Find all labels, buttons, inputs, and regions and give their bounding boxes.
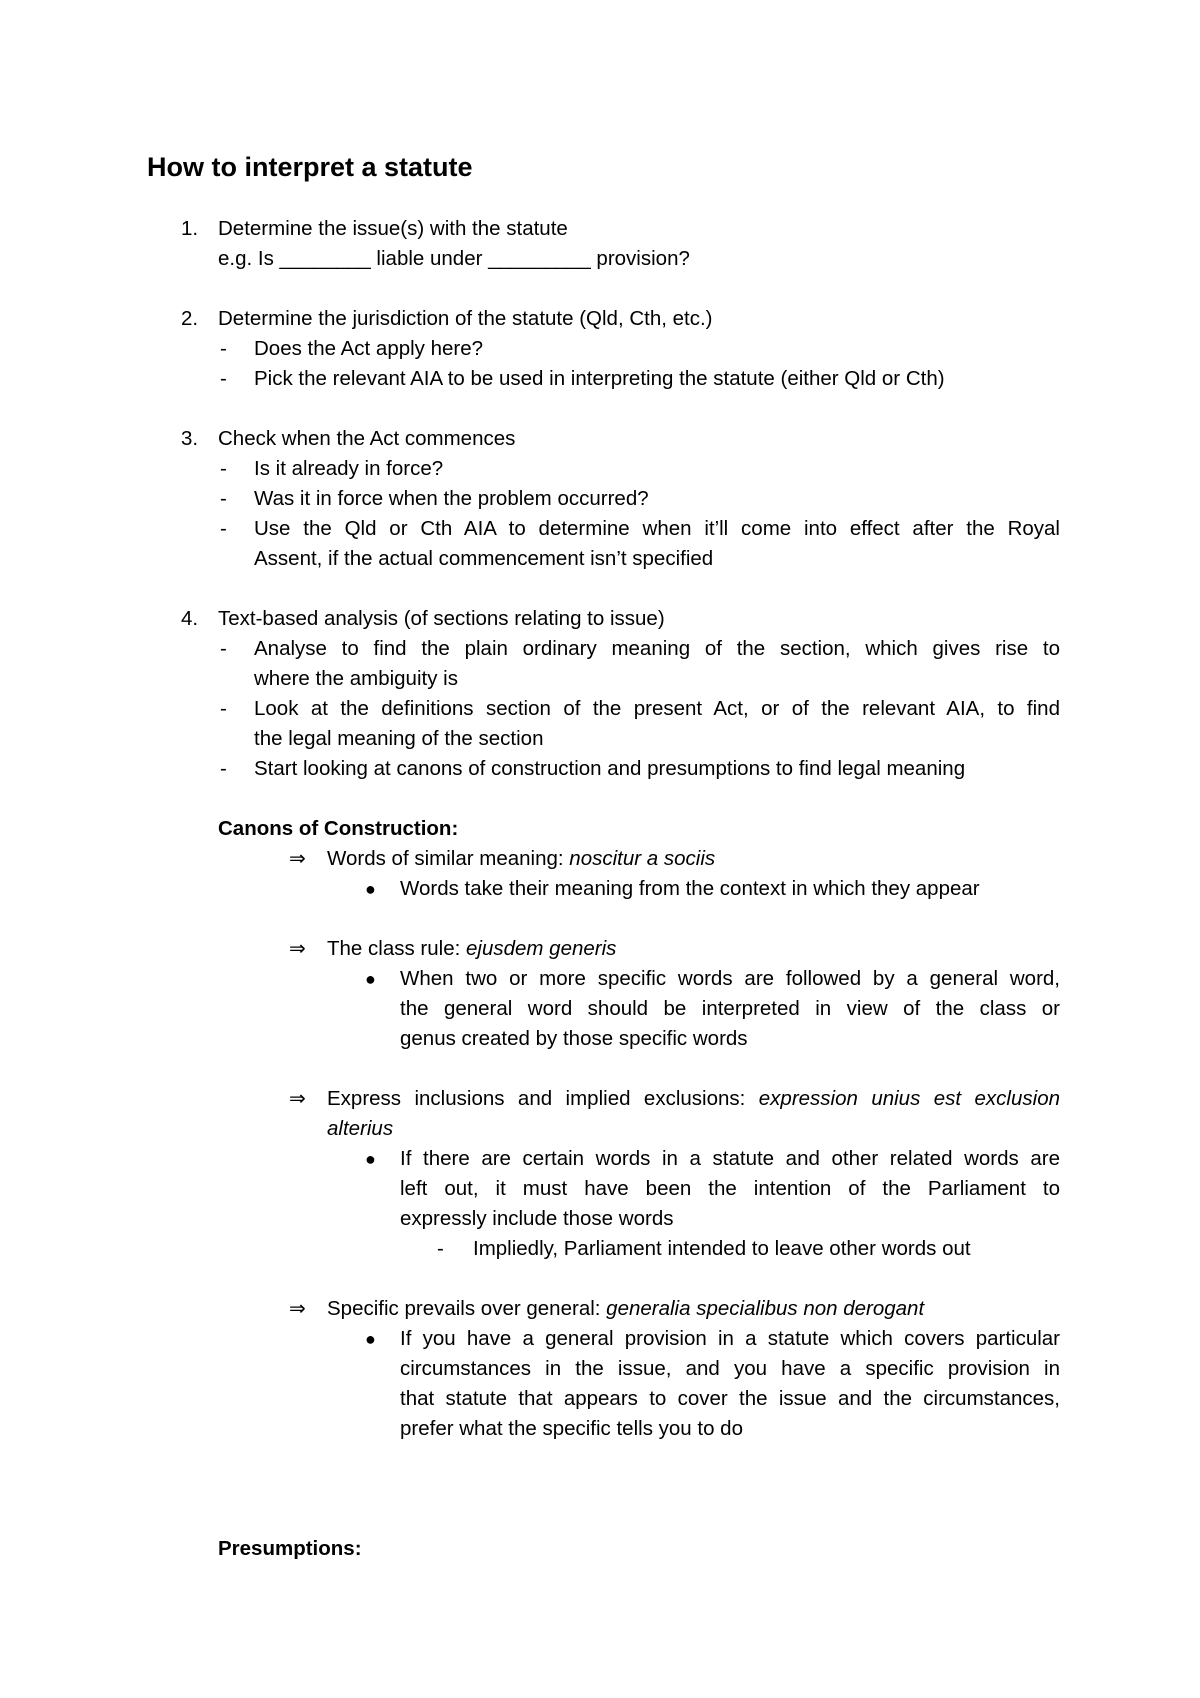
canon-1-label: Words of similar meaning:	[327, 847, 570, 870]
dash-marker: -	[220, 487, 227, 510]
dash-marker: -	[220, 367, 227, 390]
step-2-text: Determine the jurisdiction of the statute (Qld, Cth, etc.)	[218, 307, 713, 330]
canon-3-bullet-1-cont-1: left out, it must have been the intention of the Parliament to	[400, 1177, 1060, 1200]
bullet-icon: ●	[365, 969, 376, 989]
step-3-sub-3: Use the Qld or Cth AIA to determine when it’ll come into effect after the Royal	[254, 517, 1060, 540]
step-1-text: Determine the issue(s) with the statute	[218, 217, 568, 240]
canon-4-bullet-1-cont-3: prefer what the specific tells you to do	[400, 1417, 743, 1440]
step-2-sub-1: Does the Act apply here?	[254, 337, 484, 360]
arrow-icon: ⇒	[289, 1088, 306, 1110]
canon-4-bullet-1-cont-2: that statute that appears to cover the issue and the circumstances,	[400, 1387, 1060, 1410]
canon-1-bullet-1: Words take their meaning from the context in which they appear	[400, 877, 980, 900]
canon-2-latin: ejusdem generis	[466, 937, 617, 960]
step-3-number: 3.	[181, 427, 199, 450]
canon-1-latin: noscitur a sociis	[569, 847, 716, 870]
step-4-sub-2-cont: the legal meaning of the section	[254, 727, 544, 750]
canon-3-label: Express inclusions and implied exclusions:	[327, 1087, 759, 1110]
canon-1	[327, 844, 715, 874]
canon-2	[327, 934, 616, 964]
bullet-icon: ●	[365, 879, 376, 899]
step-3-sub-2: Was it in force when the problem occurred?	[254, 487, 649, 510]
canon-2-bullet-1-cont-1: the general word should be interpreted in view of the class or	[400, 997, 1060, 1020]
canon-2-bullet-1: When two or more specific words are followed by a general word,	[400, 967, 1060, 990]
step-4-sub-2: Look at the definitions section of the present Act, or of the relevant AIA, to find	[254, 697, 1060, 720]
canon-4-bullet-1-cont-1: circumstances in the issue, and you have a specific provision in	[400, 1357, 1060, 1380]
dash-marker: -	[220, 457, 227, 480]
canon-3-sub: Impliedly, Parliament intended to leave other words out	[473, 1237, 971, 1260]
dash-marker: -	[220, 757, 227, 780]
step-2-number: 2.	[181, 307, 199, 330]
arrow-icon: ⇒	[289, 1298, 306, 1320]
dash-marker: -	[437, 1237, 444, 1260]
step-1-example: e.g. Is ________ liable under _________ provision?	[218, 247, 690, 270]
canons-heading: Canons of Construction:	[218, 817, 459, 840]
canon-2-label: The class rule:	[327, 937, 466, 960]
bullet-icon: ●	[365, 1149, 376, 1169]
step-3-sub-3-cont: Assent, if the actual commencement isn’t specified	[254, 547, 714, 570]
step-4-number: 4.	[181, 607, 199, 630]
dash-marker: -	[220, 517, 227, 540]
presumptions-heading: Presumptions:	[218, 1537, 362, 1560]
step-2-sub-2: Pick the relevant AIA to be used in interpreting the statute (either Qld or Cth)	[254, 367, 945, 390]
dash-marker: -	[220, 697, 227, 720]
canon-3	[327, 1084, 1060, 1114]
canon-3-bullet-1: If there are certain words in a statute and other related words are	[400, 1147, 1060, 1170]
arrow-icon: ⇒	[289, 938, 306, 960]
canon-4-label: Specific prevails over general:	[327, 1297, 607, 1320]
arrow-icon: ⇒	[289, 848, 306, 870]
step-3-sub-1: Is it already in force?	[254, 457, 444, 480]
page-title: How to interpret a statute	[147, 152, 473, 182]
canon-4-bullet-1: If you have a general provision in a statute which covers particular	[400, 1327, 1060, 1350]
canon-4	[327, 1294, 924, 1324]
canon-3-latin-cont: alterius	[327, 1117, 394, 1140]
bullet-icon: ●	[365, 1329, 376, 1349]
step-3-text: Check when the Act commences	[218, 427, 516, 450]
step-4-sub-3: Start looking at canons of construction and presumptions to find legal meaning	[254, 757, 966, 780]
canon-2-bullet-1-cont-2: genus created by those specific words	[400, 1027, 748, 1050]
dash-marker: -	[220, 337, 227, 360]
canon-3-latin: expression unius est exclusion	[758, 1087, 1060, 1110]
canon-3-bullet-1-cont-2: expressly include those words	[400, 1207, 674, 1230]
step-4-sub-1: Analyse to find the plain ordinary meaning of the section, which gives rise to	[254, 637, 1060, 660]
step-4-sub-1-cont: where the ambiguity is	[254, 667, 458, 690]
step-1-number: 1.	[181, 217, 199, 240]
dash-marker: -	[220, 637, 227, 660]
step-4-text: Text-based analysis (of sections relating to issue)	[218, 607, 665, 630]
canon-4-latin: generalia specialibus non derogant	[606, 1297, 925, 1320]
